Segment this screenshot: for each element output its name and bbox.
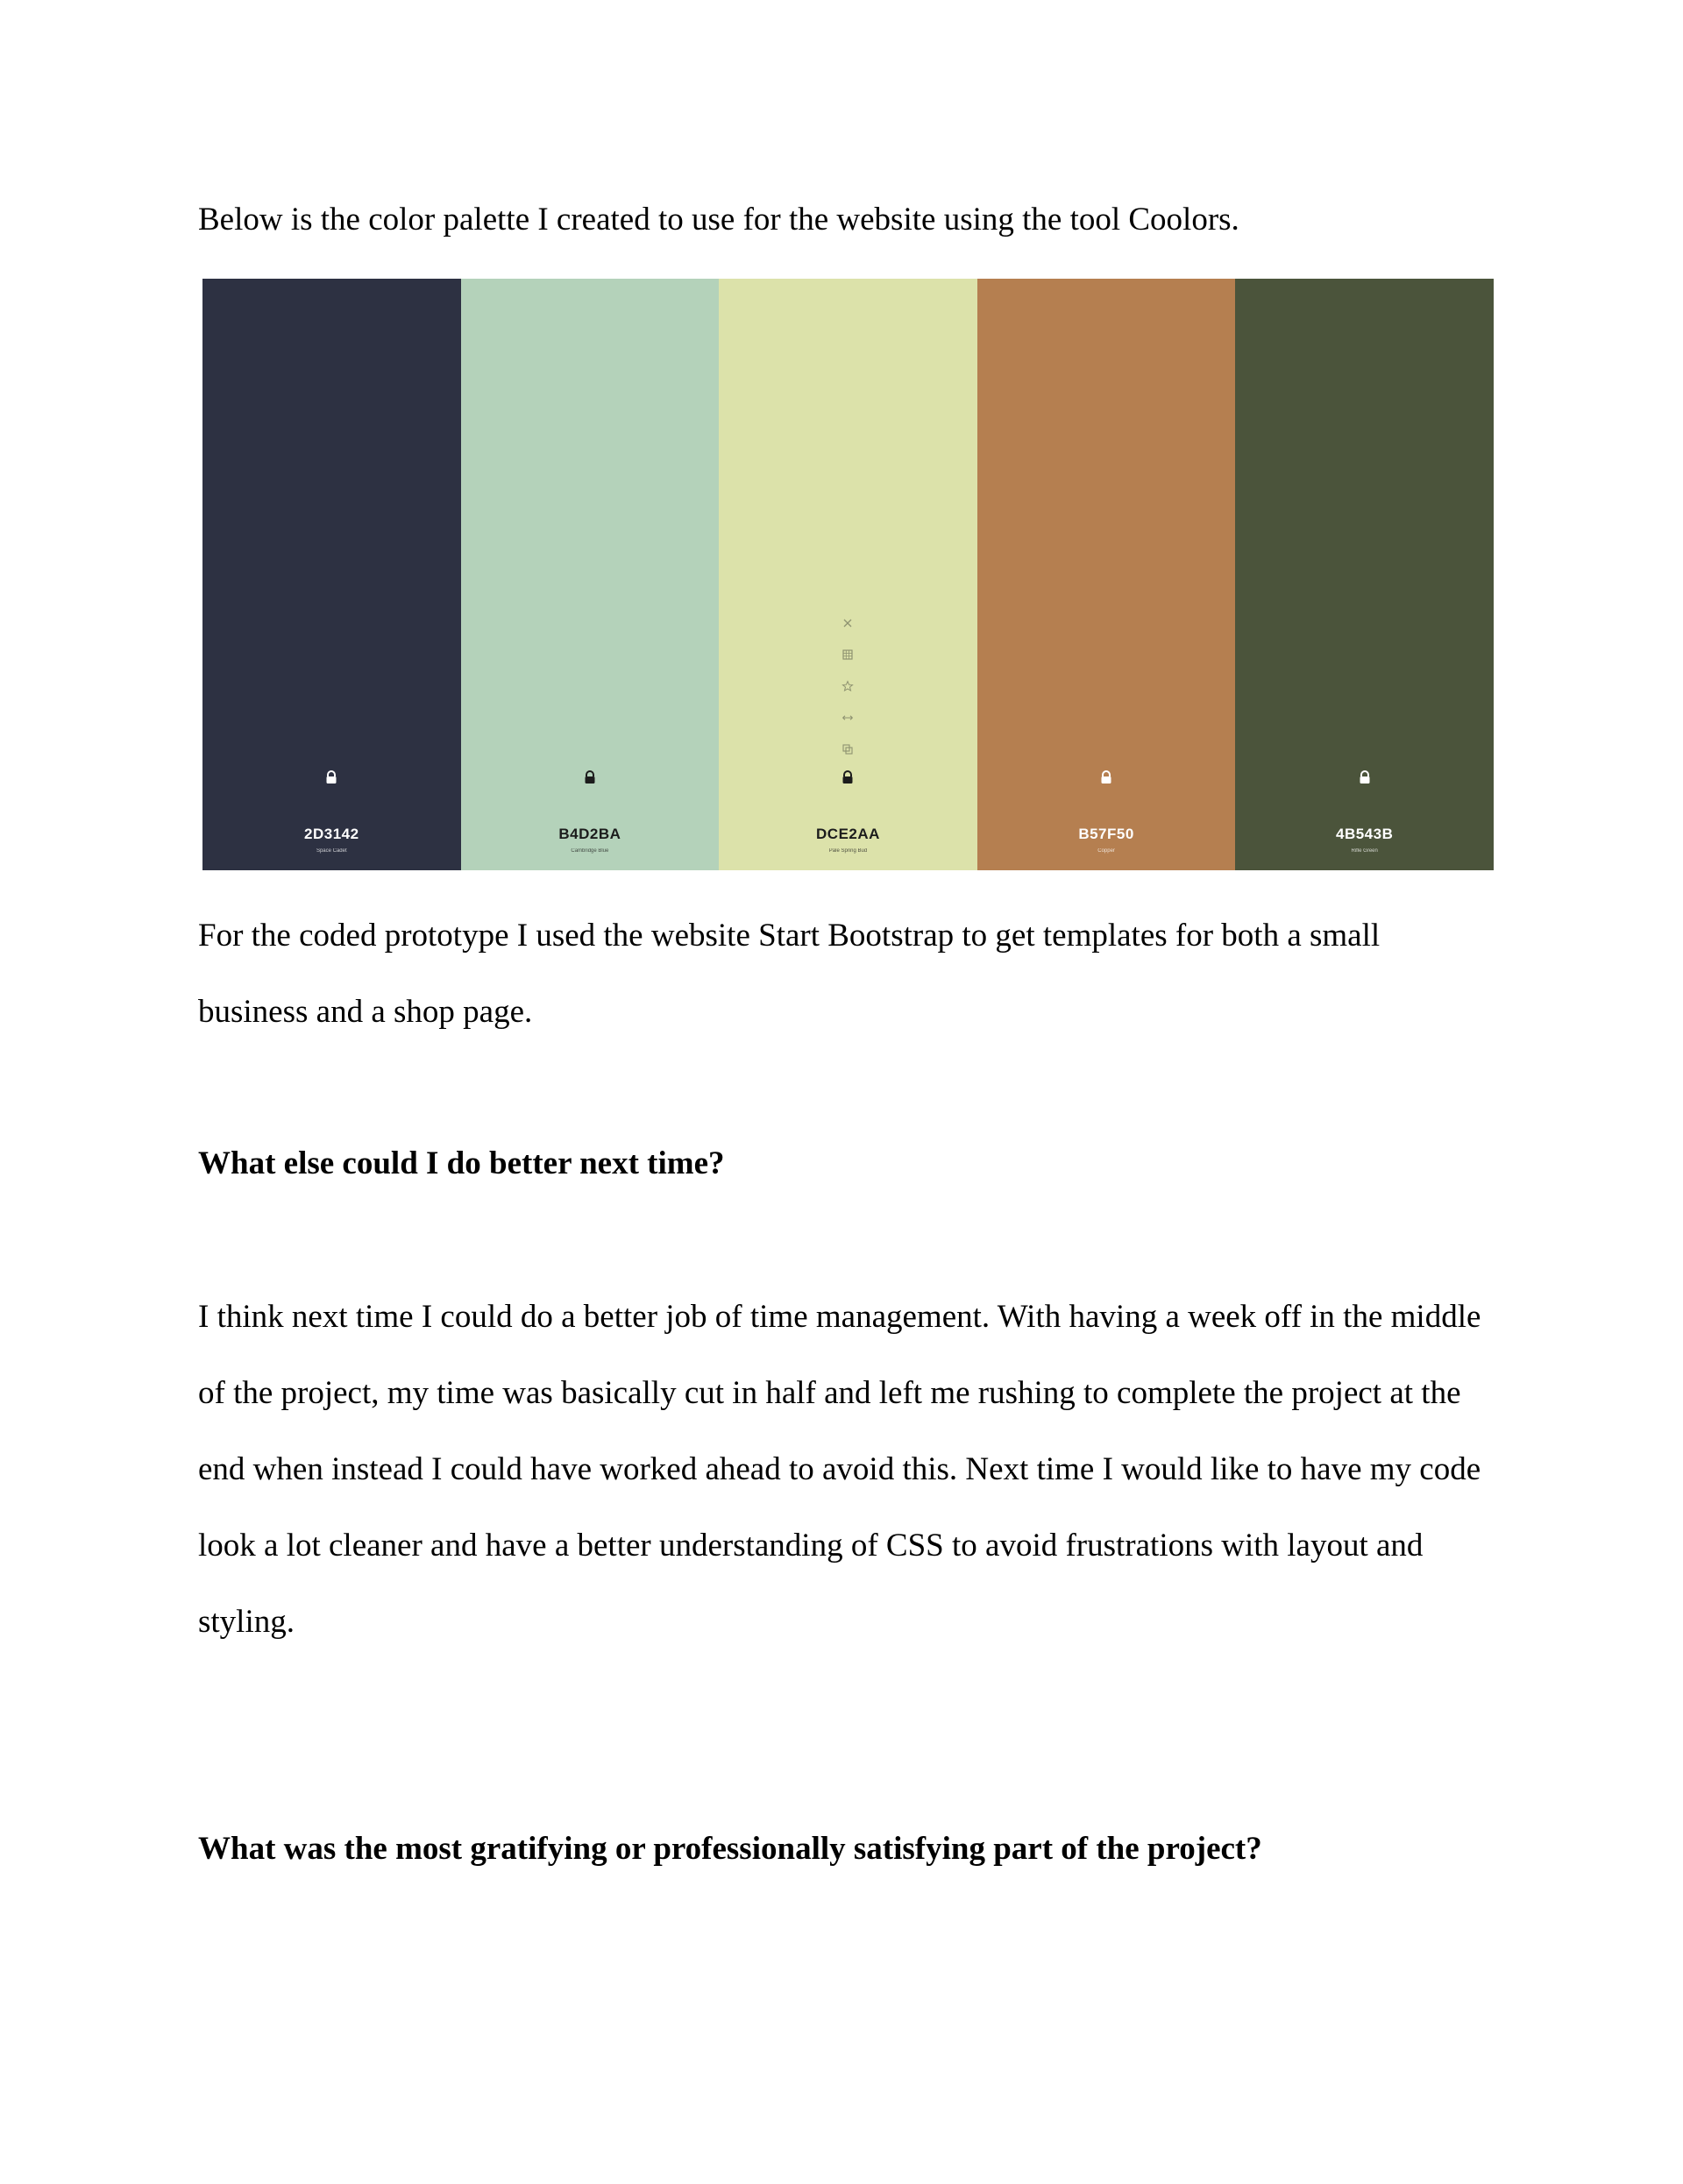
swatch-hex[interactable]: DCE2AA xyxy=(816,826,880,842)
lock-icon[interactable] xyxy=(324,770,338,784)
swatch-hex[interactable]: B4D2BA xyxy=(558,826,621,842)
answer-paragraph: I think next time I could do a better job of time management. With having a week off in the middle of the project, my time was basically cut in half and left me rushing to complete the project at the end when instead I could have worked ahead to avoid this. Next time I would like to have my code look a lot cleaner and have a better understanding of CSS to avoid frustrations with layout and styling. xyxy=(198,1299,1481,1640)
swatch-name: Cambridge Blue xyxy=(571,848,609,854)
section-heading-gratifying: What was the most gratifying or professionally satisfying part of the project? xyxy=(198,1831,1262,1867)
swatch-hex[interactable]: 4B543B xyxy=(1335,826,1394,842)
color-palette xyxy=(202,279,1494,870)
swatch-hex[interactable]: B57F50 xyxy=(1078,826,1134,842)
intro-paragraph: Below is the color palette I created to use for the website using the tool Coolors. xyxy=(198,202,1239,238)
lock-icon[interactable] xyxy=(583,770,597,784)
swatch-cambridge-blue[interactable] xyxy=(461,279,720,870)
star-icon[interactable] xyxy=(842,680,854,692)
swatch-toolbar xyxy=(841,617,855,775)
swatch-copper[interactable] xyxy=(977,279,1236,870)
swatch-name: Rifle Green xyxy=(1351,848,1378,854)
lock-icon[interactable] xyxy=(1099,770,1113,784)
lock-icon[interactable] xyxy=(841,770,855,784)
close-icon[interactable] xyxy=(842,617,854,629)
swatch-name: Copper xyxy=(1097,848,1115,854)
drag-arrows-icon[interactable] xyxy=(842,712,854,724)
prototype-paragraph: For the coded prototype I used the website Start Bootstrap to get templates for both a small business and a shop page. xyxy=(198,918,1381,1030)
grid-icon[interactable] xyxy=(842,649,854,661)
swatch-space-cadet[interactable] xyxy=(202,279,461,870)
swatch-pale-spring-bud[interactable] xyxy=(719,279,977,870)
section-heading-improvements: What else could I do better next time? xyxy=(198,1145,725,1181)
copy-icon[interactable] xyxy=(842,743,854,755)
lock-icon[interactable] xyxy=(1358,770,1372,784)
swatch-hex[interactable]: 2D3142 xyxy=(304,826,359,842)
swatch-name: Pale Spring Bud xyxy=(828,848,868,854)
swatch-name: Space Cadet xyxy=(316,848,347,854)
swatch-rifle-green[interactable] xyxy=(1235,279,1494,870)
